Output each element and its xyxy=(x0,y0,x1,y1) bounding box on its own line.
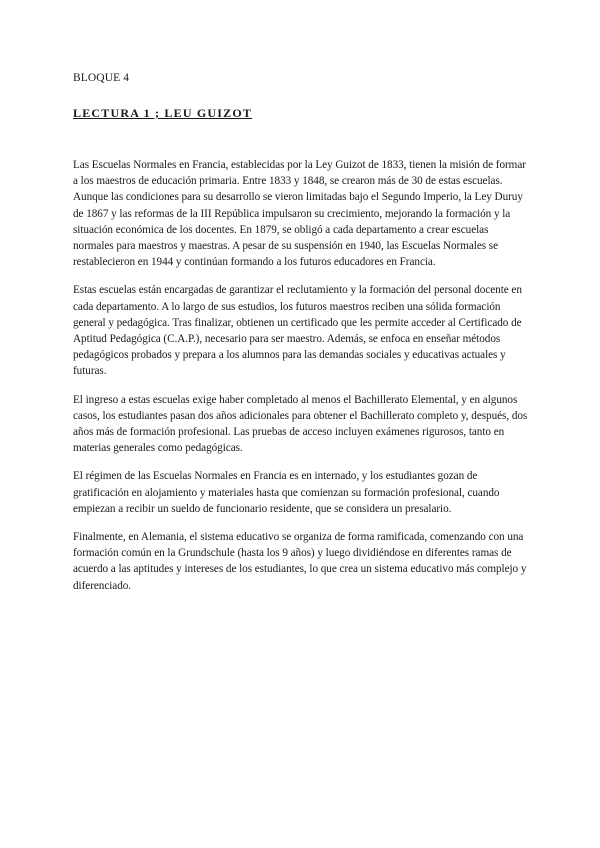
paragraph: Finalmente, en Alemania, el sistema educativo se organiza de forma ramificada, comenzando con una formación común en la Grundschule (hasta los 9 años) y luego dividiéndose en diferentes ramas de acuerdo a las aptitudes y intereses de los estudiantes, lo que crea un sistema educativo más complejo y diferenciado. xyxy=(73,531,527,592)
paragraph: Estas escuelas están encargadas de garantizar el reclutamiento y la formación del personal docente en cada departamento. A lo largo de sus estudios, los futuros maestros reciben una sólida formación general y pedagógica. Tras finalizar, obtienen un certificado que les permite acceder al Certificado de Aptitud Pedagógica (C.A.P.), necesario para ser maestro. Además, se enfoca en enseñar métodos pedagógicos probados y prepara a los alumnos para las demandas sociales y educativas actuales y futuras. xyxy=(73,284,522,378)
block-label: BLOQUE 4 xyxy=(73,72,130,84)
document-body xyxy=(73,70,528,606)
paragraph: El régimen de las Escuelas Normales en Francia es en internado, y los estudiantes gozan de gratificación en alojamiento y materiales hasta que comienzan su formación profesional, cuando empiezan a recibir un sueldo de funcionario residente, que se considera un presalario. xyxy=(73,470,500,515)
paragraph: El ingreso a estas escuelas exige haber completado al menos el Bachillerato Elemental, y en algunos casos, los estudiantes pasan dos años adicionales para obtener el Bachillerato completo y, después, dos años más de formación profesional. Las pruebas de acceso incluyen exámenes rigurosos, tanto en materias generales como pedagógicas. xyxy=(73,393,528,455)
paragraph-list xyxy=(73,157,528,594)
reading-title: LECTURA 1 ; LEU GUIZOT xyxy=(73,106,253,120)
paragraph: Las Escuelas Normales en Francia, establecidas por la Ley Guizot de 1833, tienen la misión de formar a los maestros de educación primaria. Entre 1833 y 1848, se crearon más de 30 de estas escuelas. Aunque las condiciones para su desarrollo se vieron limitadas bajo el Segundo Imperio, la Ley Duruy de 1867 y las reformas de la III República impulsaron su crecimiento, mejorando la formación y la situación económica de los docentes. En 1879, se obligó a cada departamento a crear escuelas normales para maestros y maestras. A pesar de su suspensión en 1940, las Escuelas Normales se restablecieron en 1944 y continúan formando a los futuros educadores en Francia. xyxy=(73,159,526,269)
